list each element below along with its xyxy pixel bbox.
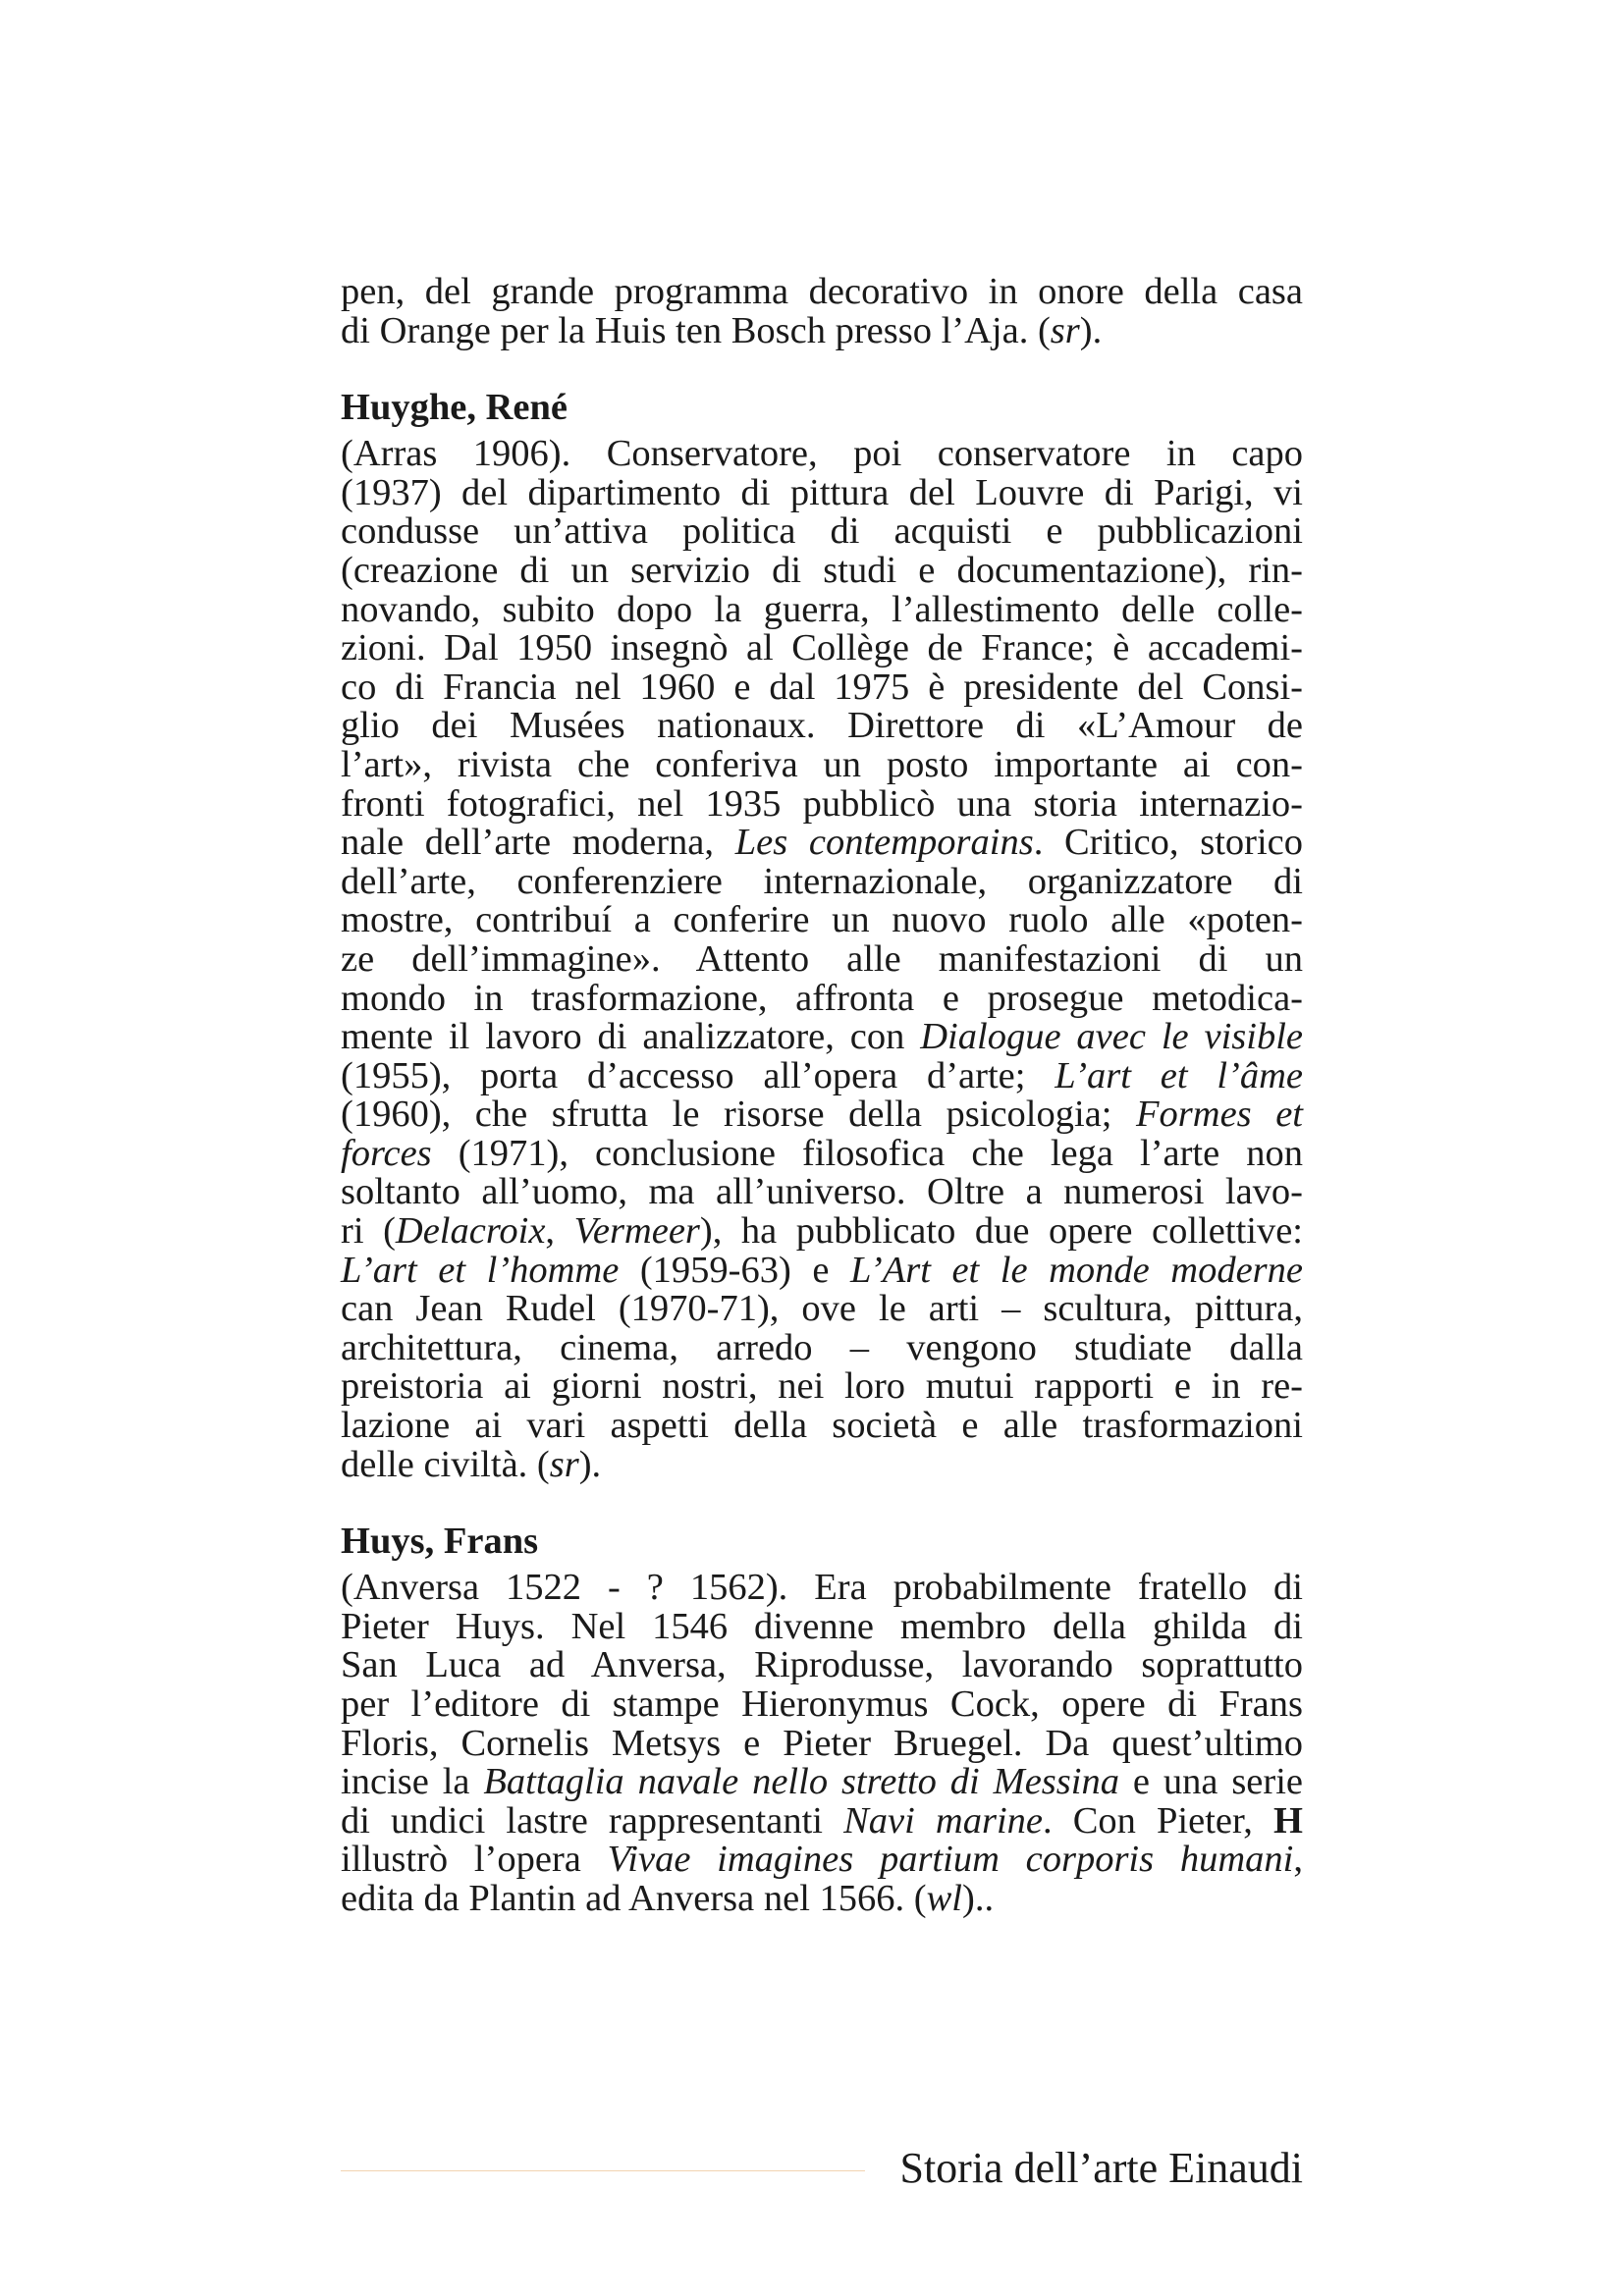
text-run: ). <box>578 1443 602 1485</box>
text-line: dell’arte, conferenziere internazionale, organizzatore di <box>341 860 1303 902</box>
book-title: L’art et l’homme <box>341 1249 620 1291</box>
text-run: (1955), porta d’accesso all’opera d’arte; <box>341 1054 1055 1096</box>
artwork-title: Battaglia navale nello stretto di Messina <box>483 1761 1119 1803</box>
text-line: mondo in trasformazione, affronta e prosegue metodica- <box>341 977 1303 1019</box>
text-line: co di Francia nel 1960 e dal 1975 è presidente del Consi- <box>341 666 1303 708</box>
text-line: architettura, cinema, arredo – vengono studiate dalla <box>341 1326 1303 1368</box>
text-line <box>341 1095 1303 1135</box>
text-run: , <box>545 1210 574 1253</box>
text-run: (1971), conclusione filosofica che lega l’arte non <box>431 1132 1303 1174</box>
entry-heading: Huys, Frans <box>341 1521 539 1563</box>
text-run: nale dell’arte moderna, <box>341 822 735 864</box>
text-line <box>341 1763 1303 1802</box>
artwork-title: Navi marine <box>843 1799 1043 1842</box>
text-run: (1959-63) e <box>619 1249 850 1291</box>
text-line <box>341 1018 1303 1057</box>
text-run: (1960), che sfrutta le risorse della psicologia; <box>341 1094 1137 1136</box>
page-body <box>341 273 1303 1919</box>
book-title: Formes et <box>1136 1094 1303 1136</box>
text-line: ze dell’immagine». Attento alle manifestazioni di un <box>341 937 1303 980</box>
book-title: L’art et l’âme <box>1055 1054 1303 1096</box>
book-title: Dialogue avec le visible <box>920 1016 1303 1058</box>
text-line: condusse un’attiva politica di acquisti e pubblicazioni <box>341 510 1303 553</box>
book-title: Vermeer <box>573 1210 700 1253</box>
footer-rule <box>341 2170 865 2171</box>
text-run: e una serie <box>1118 1761 1303 1803</box>
text-line: fronti fotografici, nel 1935 pubblicò una storia internazio- <box>341 782 1303 825</box>
footer-title: Storia dell’arte Einaudi <box>899 2144 1303 2192</box>
text-line: San Luca ad Anversa, Riprodusse, lavorando soprattutto <box>341 1644 1303 1686</box>
text-line: Floris, Cornelis Metsys e Pieter Bruegel. Da quest’ultimo <box>341 1722 1303 1764</box>
text-line: preistoria ai giorni nostri, nei loro mutui rapporti e in re- <box>341 1365 1303 1408</box>
author-credit: sr <box>1050 309 1080 351</box>
text-line <box>341 1212 1303 1252</box>
text-run: di undici lastre rappresentanti <box>341 1799 844 1842</box>
author-credit: wl <box>926 1877 962 1919</box>
text-line <box>341 824 1303 863</box>
text-run: ri ( <box>341 1210 396 1253</box>
text-line: di Orange per la Huis ten Bosch presso l’Aja. (sr). <box>341 309 1103 351</box>
text-line: (creazione di un servizio di studi e documentazione), rin- <box>341 549 1303 591</box>
entry-heading: Huyghe, René <box>341 387 568 429</box>
entry-huys <box>341 1522 1303 1918</box>
text-run: , <box>1293 1839 1303 1881</box>
text-run: delle civiltà. ( <box>341 1443 550 1485</box>
text-line: novando, subito dopo la guerra, l’allestimento delle colle- <box>341 588 1303 630</box>
entry-huyghe <box>341 388 1303 1484</box>
text-run: ).. <box>962 1877 995 1919</box>
text-run: ), ha pubblicato due opere collettive: <box>699 1210 1304 1253</box>
text-run: di Orange per la Huis ten Bosch presso l’Aja. <box>341 309 1038 351</box>
text-line: l’art», rivista che conferiva un posto importante ai con- <box>341 743 1303 785</box>
text-run: illustrò l’opera <box>341 1839 608 1881</box>
text-line <box>341 1054 1303 1096</box>
section-letter: H <box>1273 1799 1303 1842</box>
text-run: incise la <box>341 1761 484 1803</box>
text-line <box>341 1443 1303 1485</box>
book-title: L’Art et le monde moderne <box>849 1249 1303 1291</box>
text-line <box>341 1877 1303 1919</box>
author-credit: sr <box>549 1443 579 1485</box>
text-line: (Anversa 1522 - ? 1562). Era probabilmente fratello di <box>341 1567 1303 1609</box>
text-line: mostre, contribuí a conferire un nuovo ruolo alle «poten- <box>341 899 1303 941</box>
intro-paragraph <box>341 273 1303 350</box>
text-line <box>341 1249 1303 1291</box>
text-line: (Arras 1906). Conservatore, poi conservatore in capo <box>341 433 1303 475</box>
text-line: glio dei Musées nationaux. Direttore di «L’Amour de <box>341 705 1303 747</box>
book-title: Les contemporains <box>734 822 1034 864</box>
text-run: mente il lavoro di analizzatore, con <box>341 1016 921 1058</box>
text-line: per l’editore di stampe Hieronymus Cock, opere di Frans <box>341 1683 1303 1725</box>
text-line: pen, del grande programma decorativo in onore della casa <box>341 271 1303 312</box>
text-run: . Con Pieter, <box>1042 1799 1274 1842</box>
text-line: zioni. Dal 1950 insegnò al Collège de France; è accademi- <box>341 627 1303 669</box>
text-line: (1937) del dipartimento di pittura del Louvre di Parigi, vi <box>341 471 1303 513</box>
text-line <box>341 1799 1303 1842</box>
text-line <box>341 1841 1303 1880</box>
text-line: Pieter Huys. Nel 1546 divenne membro della ghilda di <box>341 1605 1303 1647</box>
book-title: Vivae imagines partium corporis humani <box>607 1839 1294 1881</box>
book-title: forces <box>341 1132 432 1174</box>
text-run: edita da Plantin ad Anversa nel 1566. ( <box>341 1877 927 1919</box>
text-line: lazione ai vari aspetti della società e alle trasformazioni <box>341 1405 1303 1447</box>
text-run: . Critico, storico <box>1033 822 1304 864</box>
text-line: soltanto all’uomo, ma all’universo. Oltre a numerosi lavo- <box>341 1171 1303 1213</box>
text-line: can Jean Rudel (1970-71), ove le arti – scultura, pittura, <box>341 1288 1303 1330</box>
book-title: Delacroix <box>395 1210 546 1253</box>
text-line <box>341 1132 1303 1174</box>
